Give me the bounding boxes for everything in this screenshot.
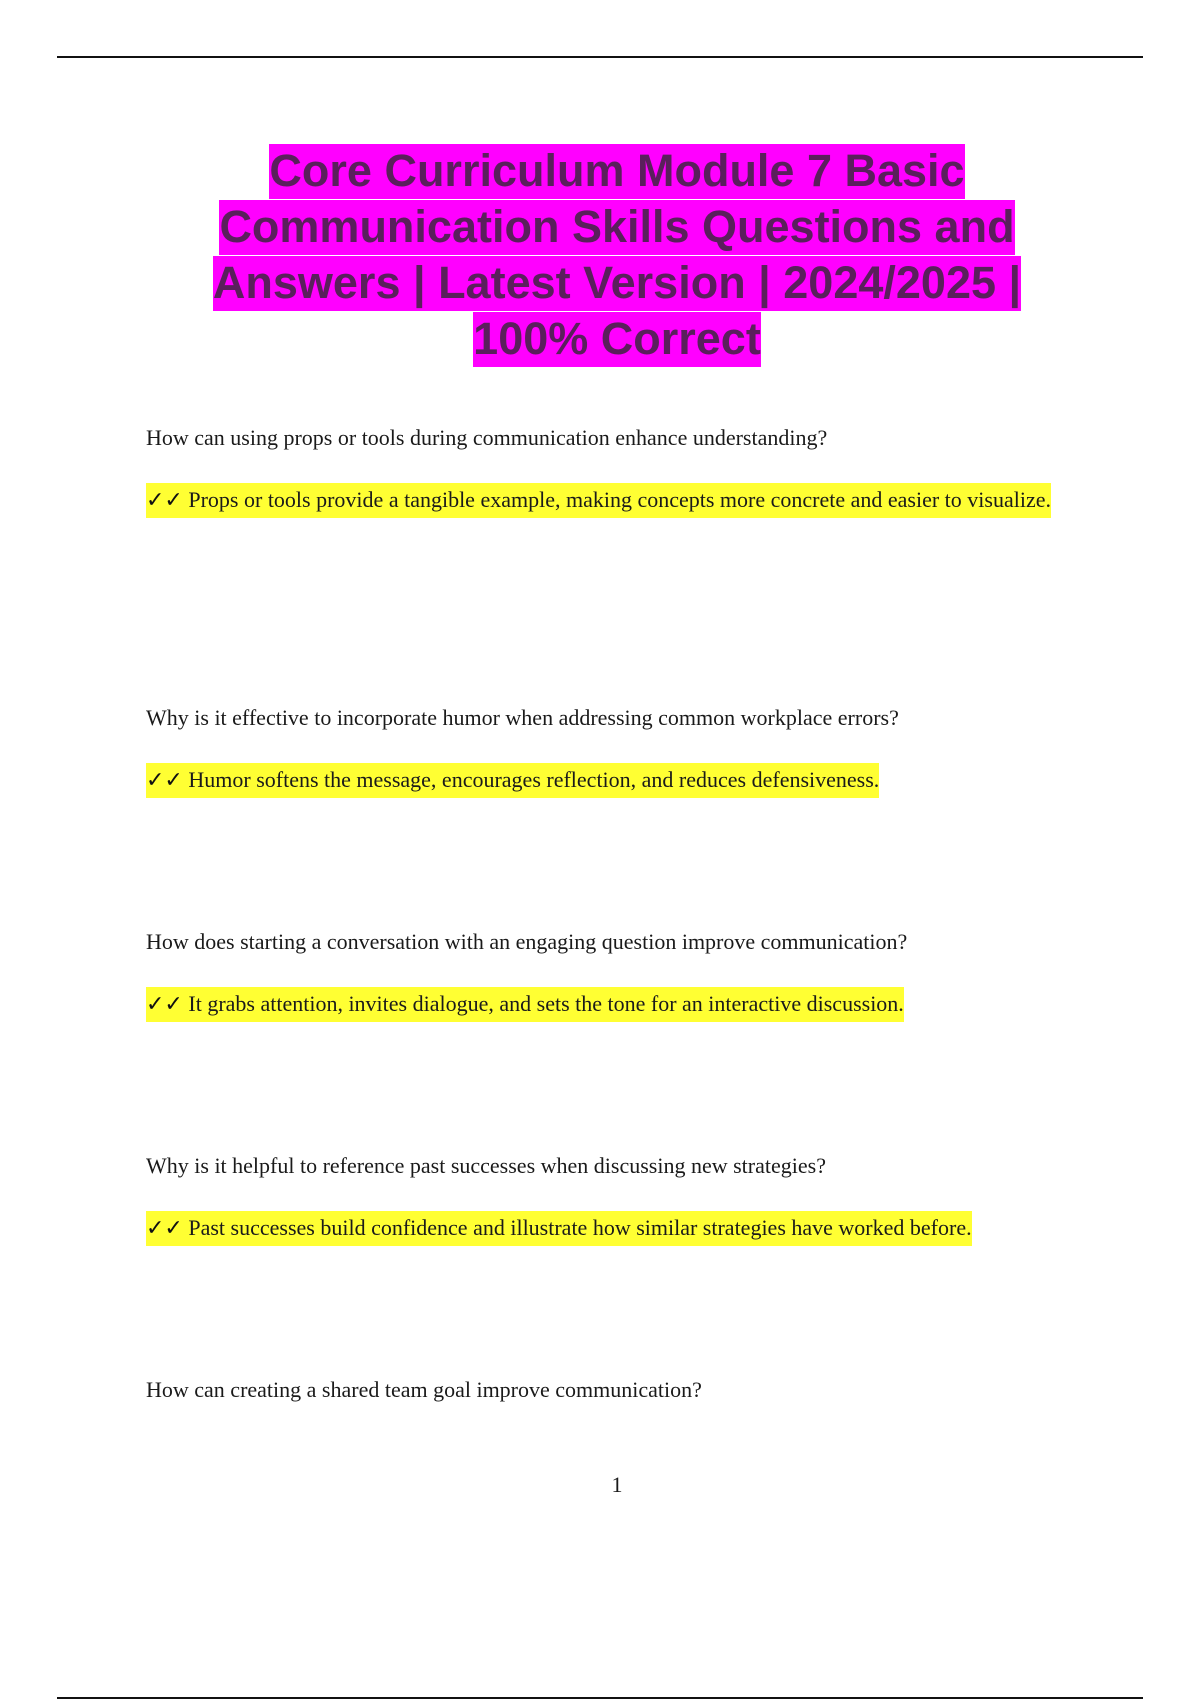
top-rule — [57, 56, 1143, 58]
question-text: Why is it helpful to reference past successes when discussing new strategies? — [146, 1153, 826, 1178]
answer-body: It grabs attention, invites dialogue, and sets the tone for an interactive discussion. — [188, 991, 904, 1016]
answer-text — [146, 750, 1066, 811]
check-icon: ✓✓ — [146, 1216, 183, 1241]
question-text: How can using props or tools during communication enhance understanding? — [146, 425, 828, 450]
question-text: Why is it effective to incorporate humor when addressing common workplace errors? — [146, 705, 899, 730]
page-number: 1 — [611, 1472, 623, 1497]
bottom-rule — [57, 1697, 1143, 1699]
answer-body: Props or tools provide a tangible example, making concepts more concrete and easier to visualize. — [188, 487, 1051, 512]
check-icon: ✓✓ — [146, 768, 183, 793]
check-icon: ✓✓ — [146, 992, 183, 1017]
question-text: How can creating a shared team goal improve communication? — [146, 1377, 702, 1402]
qa-item-3 — [146, 928, 1066, 1035]
answer-body: Past successes build confidence and illustrate how similar strategies have worked before. — [188, 1215, 972, 1240]
check-icon: ✓✓ — [146, 488, 183, 513]
qa-item-2 — [146, 704, 1066, 811]
answer-body: Humor softens the message, encourages reflection, and reduces defensiveness. — [188, 767, 880, 792]
document-title — [150, 143, 1084, 367]
qa-item-1 — [146, 424, 1066, 531]
answer-text — [146, 974, 1066, 1035]
document-title-text: Core Curriculum Module 7 Basic Communication Skills Questions and Answers | Latest Version | 2024/2025 | 100% Correct — [213, 144, 1021, 367]
answer-text — [146, 1198, 1066, 1259]
answer-text — [146, 470, 1066, 531]
qa-item-4 — [146, 1152, 1066, 1259]
question-text: How does starting a conversation with an engaging question improve communication? — [146, 929, 908, 954]
qa-item-5 — [146, 1376, 1066, 1404]
